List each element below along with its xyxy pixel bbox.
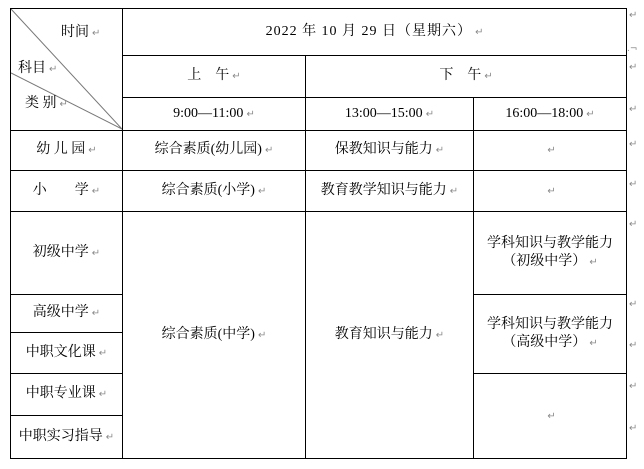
cell-voc-afternoon2-empty (474, 374, 627, 459)
paragraph-mark: ↵ (92, 28, 101, 39)
cell-primary-category (11, 171, 123, 212)
paragraph-mark: ↵ (49, 64, 58, 75)
paragraph-mark: ↵ (91, 308, 101, 320)
junior-subject-line1: 学科知识与教学能力 (487, 235, 614, 251)
primary-label: 小 学 (32, 182, 89, 198)
cell-primary-afternoon1 (306, 171, 474, 212)
kindergarten-afternoon1-text: 保教知识与能力 (334, 142, 433, 158)
paragraph-mark: ↵ (449, 185, 459, 197)
paragraph-mark: ↵ (98, 389, 108, 401)
merged-afternoon1-text: 教育知识与能力 (334, 326, 433, 342)
senior-subject-line1: 学科知识与教学能力 (487, 316, 614, 332)
cell-kindergarten-category (11, 131, 123, 171)
margin-paragraph-mark: ↵ (629, 10, 638, 21)
corner-box (11, 9, 123, 130)
corner-time-text: 时间 (61, 25, 89, 40)
afternoon-header-cell (306, 56, 627, 98)
morning-header-cell (123, 56, 306, 98)
paragraph-mark: ↵ (589, 338, 598, 349)
margin-paragraph-mark: ↵ (629, 104, 638, 115)
cell-voc-culture-category (11, 333, 123, 374)
margin-paragraph-mark: ↵ (629, 62, 638, 73)
margin-paragraph-mark: ↵ (629, 299, 638, 310)
margin-paragraph-mark: ↵ (629, 139, 638, 150)
kindergarten-label: 幼 儿 园 (36, 142, 86, 158)
cell-kindergarten-afternoon2-empty (474, 131, 627, 171)
cell-voc-practice-category (11, 416, 123, 459)
paragraph-mark: ↵ (246, 108, 255, 120)
paragraph-mark: ↵ (257, 185, 267, 197)
paragraph-mark: ↵ (425, 108, 435, 120)
date-text: 2022 年 10 月 29 日（星期六） (265, 23, 473, 39)
cell-primary-morning (123, 171, 306, 212)
paragraph-mark: ↵ (91, 247, 101, 259)
cell-kindergarten-afternoon1 (306, 131, 474, 171)
margin-paragraph-mark: ↵ (629, 423, 638, 434)
margin-paragraph-mark: ↵ (629, 219, 638, 230)
paragraph-mark: ↵ (105, 431, 115, 443)
corner-category-label (25, 95, 68, 113)
afternoon-header-text: 下 午 (439, 68, 482, 84)
voc-major-label: 中职专业课 (25, 386, 96, 402)
table-row-junior (11, 212, 627, 295)
paragraph-mark: ↵ (264, 145, 274, 157)
paragraph-mark: ↵ (547, 145, 556, 157)
timeslot-morning-cell (123, 98, 306, 131)
margin-marks (629, 0, 644, 469)
margin-paragraph-mark: ↵ (629, 340, 638, 351)
paragraph-mark: ↵ (59, 99, 68, 110)
voc-practice-label: 中职实习指导 (18, 428, 103, 444)
primary-afternoon1-text: 教育教学知识与能力 (320, 182, 447, 198)
cell-junior-afternoon2 (474, 212, 627, 295)
table-row-primary (11, 171, 627, 212)
cell-senior-afternoon2 (474, 295, 627, 374)
paragraph-mark: ↵ (88, 145, 97, 157)
corner-subject-label (18, 60, 57, 78)
table-row-kindergarten (11, 131, 627, 171)
cell-voc-major-category (11, 374, 123, 416)
paragraph-mark: ↵ (435, 329, 445, 341)
paragraph-mark: ↵ (547, 410, 556, 422)
cell-junior-category (11, 212, 123, 295)
margin-paragraph-mark: ↵ (629, 381, 638, 392)
cell-merged-morning (123, 212, 306, 459)
cell-primary-afternoon2-empty (474, 171, 627, 212)
timeslot-afternoon1-text: 13:00—15:00 (344, 105, 423, 121)
paragraph-mark: ↵ (91, 185, 101, 197)
primary-morning-text: 综合素质(小学) (161, 182, 255, 198)
cell-merged-afternoon1 (306, 212, 474, 459)
corner-subject-text: 科目 (18, 61, 46, 76)
cell-senior-category (11, 295, 123, 333)
voc-culture-label: 中职文化课 (25, 344, 96, 360)
paragraph-mark: ↵ (484, 71, 493, 83)
paragraph-mark: ↵ (547, 185, 556, 197)
cell-kindergarten-morning (123, 131, 306, 171)
margin-paragraph-mark: ↵ (629, 179, 638, 190)
paragraph-mark: ↵ (435, 145, 445, 157)
anchor-mark: .¬ (627, 44, 638, 54)
paragraph-mark: ↵ (98, 347, 108, 359)
junior-subject-line2: （初级中学） (502, 254, 587, 269)
paragraph-mark: ↵ (475, 26, 484, 38)
paragraph-mark: ↵ (586, 108, 595, 120)
paragraph-mark: ↵ (589, 257, 598, 268)
paragraph-mark: ↵ (232, 71, 241, 83)
corner-category-text: 类 别 (25, 96, 57, 111)
morning-header-text: 上 午 (187, 68, 230, 84)
timeslot-morning-text: 9:00—11:00 (173, 105, 244, 121)
timeslot-afternoon2-text: 16:00—18:00 (505, 105, 584, 121)
timeslot-afternoon2-cell (474, 98, 627, 131)
junior-label: 初级中学 (32, 244, 89, 260)
exam-schedule-table (10, 8, 627, 459)
kindergarten-morning-text: 综合素质(幼儿园) (154, 142, 262, 158)
merged-morning-text: 综合素质(中学) (161, 326, 255, 342)
senior-subject-line2: （高级中学） (502, 335, 587, 350)
corner-time-label (61, 24, 100, 42)
senior-label: 高级中学 (32, 305, 89, 321)
paragraph-mark: ↵ (257, 329, 267, 341)
corner-header-cell (11, 9, 123, 131)
timeslot-afternoon1-cell (306, 98, 474, 131)
date-header-cell (123, 9, 627, 56)
